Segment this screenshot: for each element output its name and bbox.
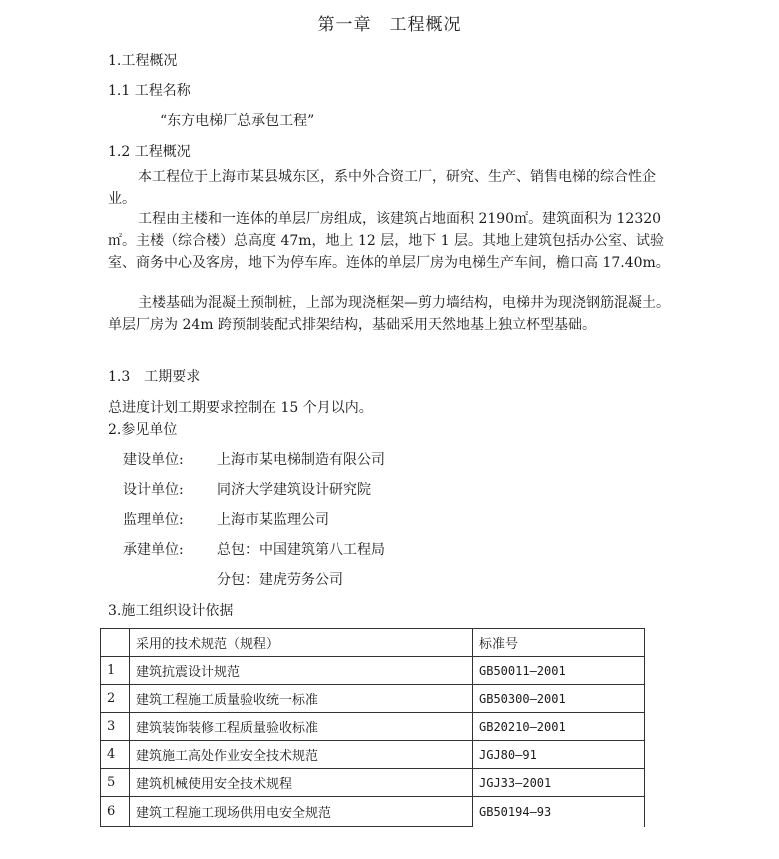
table-row bbox=[101, 769, 645, 797]
table-row bbox=[101, 713, 645, 741]
unit-label: 建设单位: bbox=[123, 452, 184, 468]
row-standard-name: 建筑抗震设计规范 bbox=[130, 657, 473, 685]
unit-label: 承建单位: bbox=[123, 542, 184, 558]
section-heading-1-1: 1.1 工程名称 bbox=[108, 83, 191, 99]
unit-row-contractor bbox=[123, 539, 385, 559]
row-index: 3 bbox=[101, 713, 130, 741]
unit-value: 总包：中国建筑第八工程局 bbox=[217, 542, 385, 558]
table-row bbox=[101, 741, 645, 769]
row-index: 4 bbox=[101, 741, 130, 769]
row-standard-code: GB50194—93 bbox=[473, 797, 645, 827]
schedule-text: 总进度计划工期要求控制在 15 个月以内。 bbox=[108, 400, 373, 416]
row-standard-code: JGJ33—2001 bbox=[473, 769, 645, 797]
row-standard-code: GB50300—2001 bbox=[473, 685, 645, 713]
row-standard-name: 建筑装饰装修工程质量验收标准 bbox=[130, 713, 473, 741]
section-heading-2: 2.参见单位 bbox=[108, 422, 178, 438]
row-index: 6 bbox=[101, 797, 130, 827]
table-row bbox=[101, 797, 645, 827]
row-index: 1 bbox=[101, 657, 130, 685]
row-index: 5 bbox=[101, 769, 130, 797]
unit-row-designer bbox=[123, 479, 371, 499]
unit-value: 分包：建虎劳务公司 bbox=[217, 572, 343, 588]
unit-value: 上海市某监理公司 bbox=[217, 512, 329, 528]
section-heading-1-3: 1.3 工期要求 bbox=[108, 369, 201, 385]
project-name: “东方电梯厂总承包工程” bbox=[160, 113, 315, 129]
row-standard-code: GB50011—2001 bbox=[473, 657, 645, 685]
row-index: 2 bbox=[101, 685, 130, 713]
unit-value: 同济大学建筑设计研究院 bbox=[217, 482, 371, 498]
row-standard-name: 建筑工程施工质量验收统一标准 bbox=[130, 685, 473, 713]
unit-label: 监理单位: bbox=[123, 512, 184, 528]
row-standard-name: 建筑机械使用安全技术规程 bbox=[130, 769, 473, 797]
table-header-row bbox=[101, 629, 645, 657]
row-standard-name: 建筑施工高处作业安全技术规范 bbox=[130, 741, 473, 769]
table-header-cell bbox=[101, 629, 130, 657]
row-standard-code: JGJ80—91 bbox=[473, 741, 645, 769]
row-standard-code: GB20210—2001 bbox=[473, 713, 645, 741]
overview-paragraph-3: 主楼基础为混凝土预制桩，上部为现浇框架—剪力墙结构，电梯井为现浇钢筋混凝土。单层厂房为 24m 跨预制装配式排架结构，基础采用天然地基上独立杯型基础。 bbox=[108, 295, 670, 333]
table-header-cell: 标准号 bbox=[473, 629, 645, 657]
unit-value: 上海市某电梯制造有限公司 bbox=[217, 452, 385, 468]
row-standard-name: 建筑工程施工现场供用电安全规范 bbox=[130, 797, 473, 827]
section-heading-1: 1.工程概况 bbox=[108, 53, 178, 69]
table-row bbox=[101, 685, 645, 713]
unit-row-owner bbox=[123, 449, 385, 469]
unit-row-subcontractor bbox=[123, 569, 343, 589]
unit-label: 设计单位: bbox=[123, 482, 184, 498]
overview-paragraph-2: 工程由主楼和一连体的单层厂房组成，该建筑占地面积 2190㎡。建筑面积为 12320㎡。主楼（综合楼）总高度 47m，地上 12 层，地下 1 层。其地上建筑包括办公室、试验室、商务中心及客房，地下为停车库。连体的单层厂房为电梯生产车间，檐口高 17.40m。 bbox=[108, 211, 670, 271]
section-heading-3: 3.施工组织设计依据 bbox=[108, 603, 234, 619]
chapter-title: 第一章 工程概况 bbox=[317, 15, 462, 35]
overview-paragraph-1: 本工程位于上海市某县城东区，系中外合资工厂，研究、生产、销售电梯的综合性企业。 bbox=[108, 169, 656, 207]
unit-row-supervisor bbox=[123, 509, 329, 529]
standards-table bbox=[100, 628, 645, 827]
section-heading-1-2: 1.2 工程概况 bbox=[108, 144, 191, 160]
table-header-cell: 采用的技术规范（规程） bbox=[130, 629, 473, 657]
table-row bbox=[101, 657, 645, 685]
